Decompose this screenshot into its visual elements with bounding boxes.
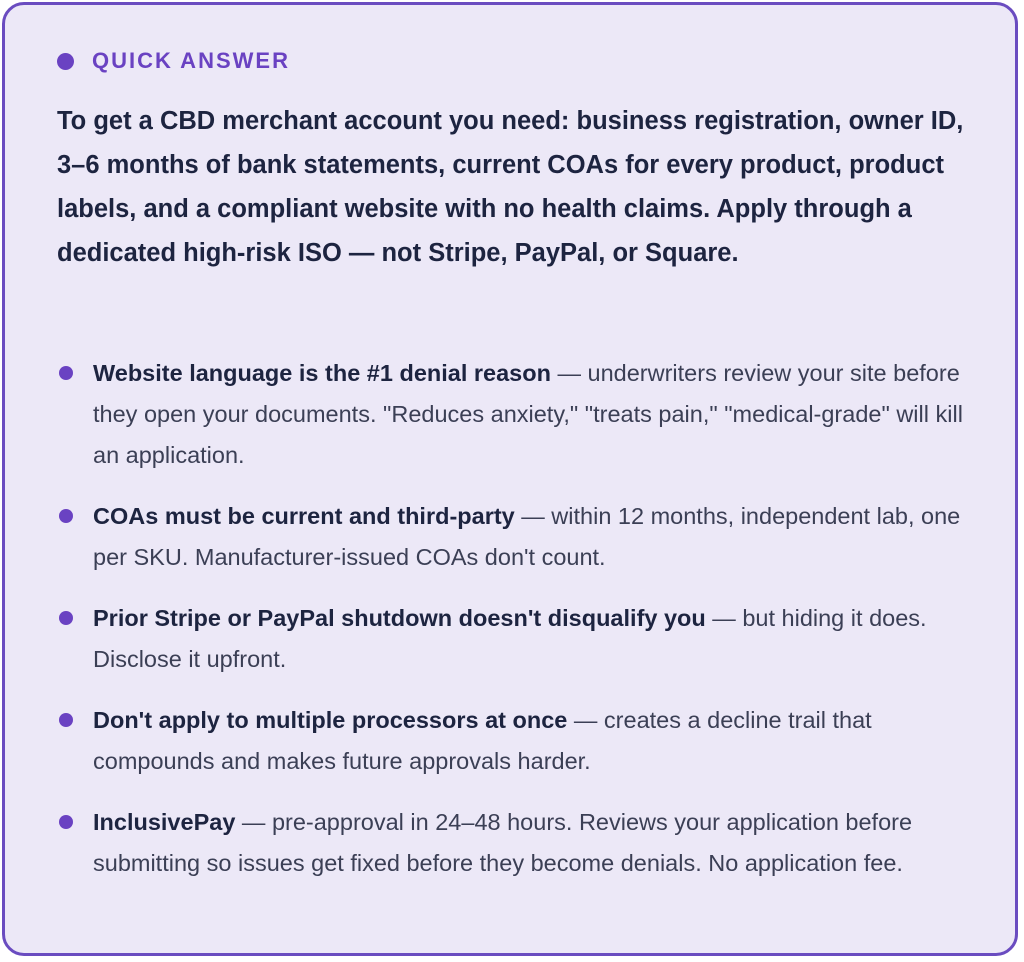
list-item <box>57 598 977 680</box>
list-item <box>57 496 977 578</box>
list-item-text: — pre-approval in 24–48 hours. Reviews your application before submitting so issues get fixed before they become denials. No application fee. <box>93 809 913 876</box>
list-item-heading: InclusivePay <box>93 809 236 835</box>
list-item <box>57 802 977 884</box>
list-item <box>57 353 977 476</box>
list-item-text: — underwriters review your site before they open your documents. "Reduces anxiety," "treats pain," "medical-grade" will kill an application. <box>93 360 963 468</box>
key-points-list <box>57 353 977 904</box>
list-item <box>57 700 977 782</box>
list-item-text: — within 12 months, independent lab, one per SKU. Manufacturer-issued COAs don't count. <box>93 503 961 570</box>
list-item-heading: Don't apply to multiple processors at once <box>93 707 568 733</box>
summary-text: To get a CBD merchant account you need: business registration, owner ID, 3–6 months of bank statements, current COAs for every product, product labels, and a compliant website with no health claims. Apply through a dedicated high-risk ISO — not Stripe, PayPal, or Square. <box>57 107 964 267</box>
quick-answer-label: QUICK ANSWER <box>92 48 290 73</box>
bullet-dot-icon <box>59 509 73 523</box>
label-dot-icon <box>57 53 74 70</box>
list-item-heading: COAs must be current and third-party <box>93 503 515 529</box>
bullet-dot-icon <box>59 611 73 625</box>
bullet-dot-icon <box>59 366 73 380</box>
bullet-dot-icon <box>59 713 73 727</box>
bullet-dot-icon <box>59 815 73 829</box>
list-item-text: — creates a decline trail that compounds and makes future approvals harder. <box>93 707 872 774</box>
list-item-heading: Prior Stripe or PayPal shutdown doesn't disqualify you <box>93 605 706 631</box>
list-item-text: — but hiding it does. Disclose it upfront. <box>93 605 927 672</box>
quick-answer-card <box>2 2 1018 956</box>
list-item-heading: Website language is the #1 denial reason <box>93 360 551 386</box>
quick-answer-header <box>57 49 290 73</box>
